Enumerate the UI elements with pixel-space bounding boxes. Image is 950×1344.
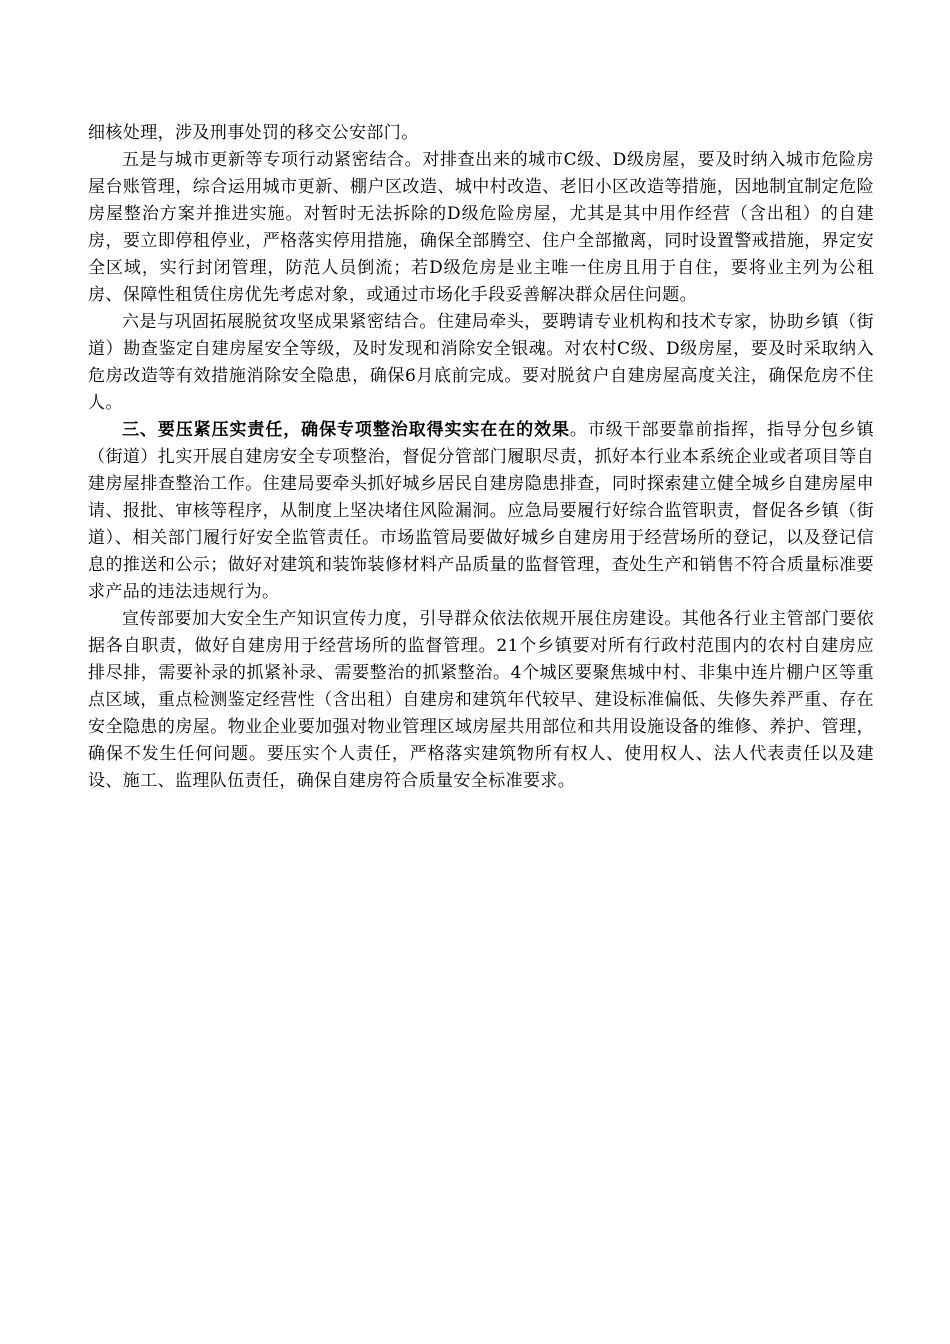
paragraph-responsibility: [88, 417, 874, 606]
section-heading: 三、要压紧压实责任，确保专项整治取得实实在在的效果: [122, 420, 570, 440]
paragraph-urban-renewal: 五是与城市更新等专项行动紧密结合。对排查出来的城市C级、D级房屋，要及时纳入城市危险房屋台账管理，综合运用城市更新、棚户区改造、城中村改造、老旧小区改造等措施，因地制宜制定危险房屋整治方案并推进实施。对暂时无法拆除的D级危险房屋，尤其是其中用作经营（含出租）的自建房，要立即停租停业，严格落实停用措施，确保全部腾空、住户全部撤离，同时设置警戒措施，界定安全区域，实行封闭管理，防范人员倒流；若D级危房是业主唯一住房且用于自住，要将业主列为公租房、保障性租赁住房优先考虑对象，或通过市场化手段妥善解决群众居住问题。: [88, 150, 874, 305]
paragraph-poverty-alleviation: 六是与巩固拓展脱贫攻坚成果紧密结合。住建局牵头，要聘请专业机构和技术专家，协助乡镇（街道）勘查鉴定自建房屋安全等级，及时发现和消除安全银魂。对农村C级、D级房屋，要及时采取纳入危房改造等有效措施消除安全隐患，确保6月底前完成。要对脱贫户自建房屋高度关注，确保危房不住人。: [88, 312, 874, 413]
section-body: 市级干部要靠前指挥，指导分包乡镇（街道）扎实开展自建房安全专项整治，督促分管部门履职尽责，抓好本行业本系统企业或者项目等自建房屋排查整治工作。住建局要牵头抓好城乡居民自建房隐患排查，同时探索建立健全城乡自建房屋申请、报批、审核等程序，从制度上坚决堵住风险漏洞。应急局要履行好综合监管职责，督促各乡镇（街道）、相关部门履行好安全监管责任。市场监管局要做好城乡自建房用于经营场所的登记，以及登记信息的推送和公示；做好对建筑和装饰装修材料产品质量的监督管理，查处生产和销售不符合质量标准要求产品的违法违规行为。: [88, 420, 874, 602]
paragraph-continued: 细核处理，涉及刑事处罚的移交公安部门。: [88, 123, 419, 143]
section-heading-end: 。: [569, 420, 588, 440]
document-body: [88, 120, 874, 795]
paragraph-publicity: 宣传部要加大安全生产知识宣传力度，引导群众依法依规开展住房建设。其他各行业主管部门要依据各自职责，做好自建房用于经营场所的监督管理。21个乡镇要对所有行政村范围内的农村自建房应排尽排，需要补录的抓紧补录、需要整治的抓紧整治。4个城区要聚焦城中村、非集中连片棚户区等重点区域，重点检测鉴定经营性（含出租）自建房和建筑年代较早、建设标准偏低、失修失养严重、存在安全隐患的房屋。物业企业要加强对物业管理区域房屋共用部位和共用设施设备的维修、养护、管理，确保不发生任何问题。要压实个人责任，严格落实建筑物所有权人、使用权人、法人代表责任以及建设、施工、监理队伍责任，确保自建房符合质量安全标准要求。: [88, 609, 874, 791]
